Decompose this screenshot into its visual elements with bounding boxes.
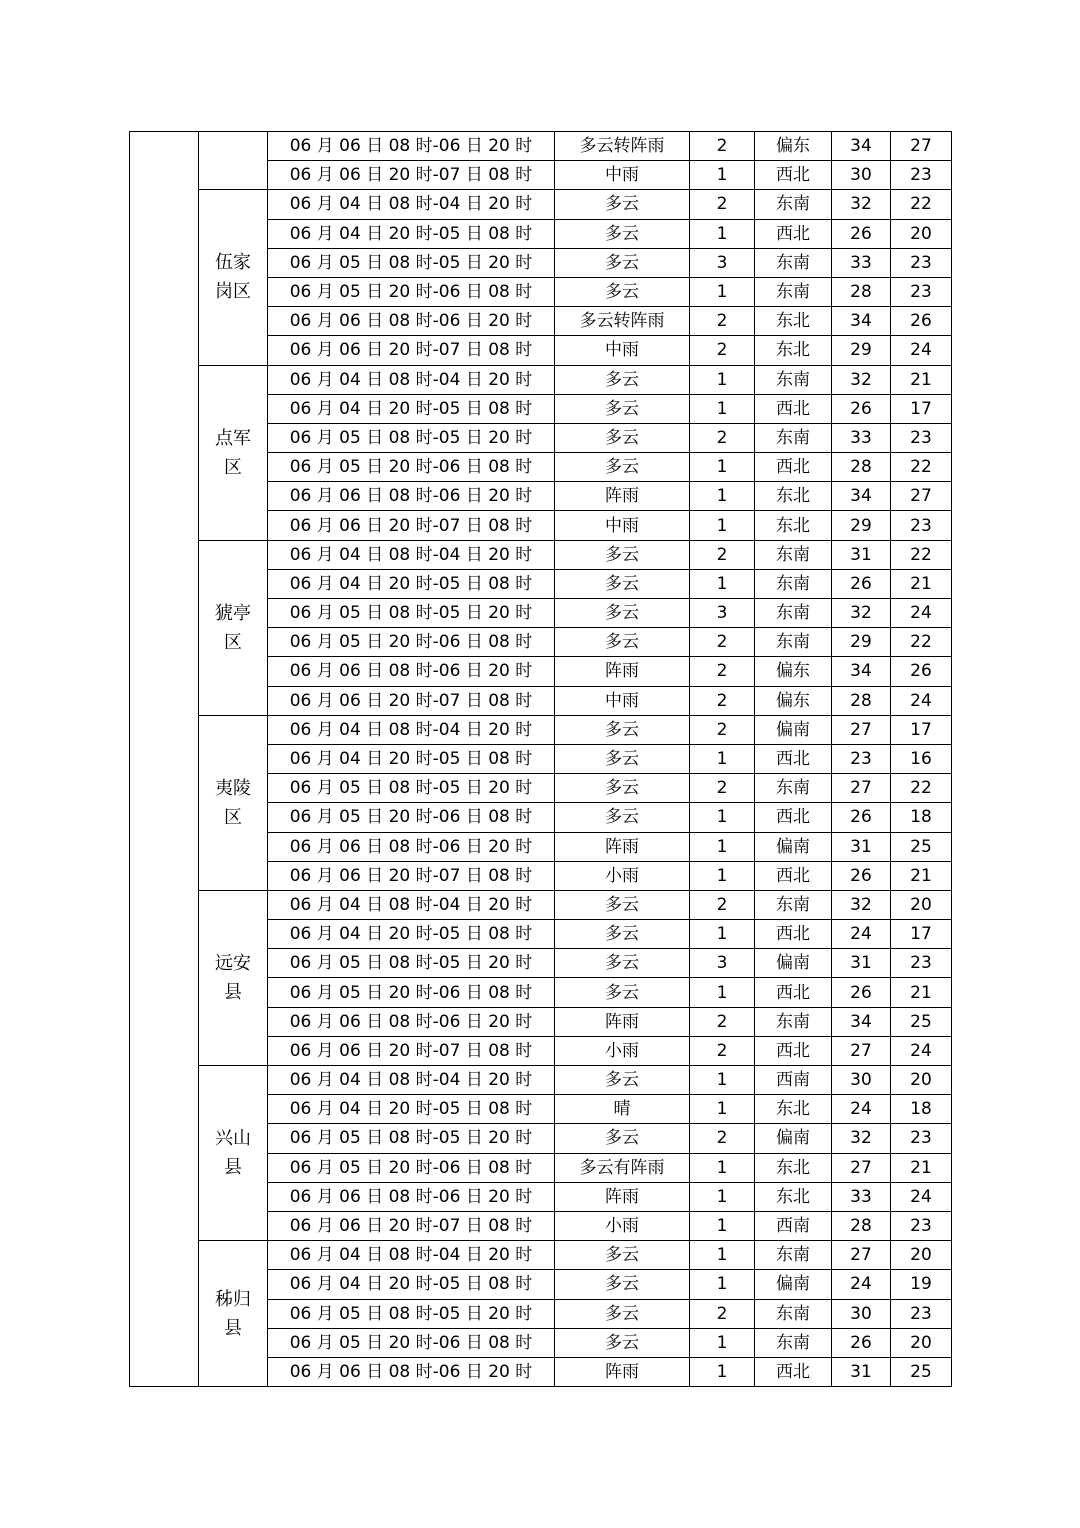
max-temp-cell: 26 <box>832 803 891 832</box>
wind-level-cell: 2 <box>690 1299 755 1328</box>
time-period-cell: 06 月 06 日 20 时-07 日 08 时 <box>268 1036 555 1065</box>
min-temp-cell: 21 <box>891 1153 952 1182</box>
weather-cell: 多云 <box>555 949 690 978</box>
weather-cell: 中雨 <box>555 161 690 190</box>
wind-level-cell: 2 <box>690 715 755 744</box>
weather-cell: 多云 <box>555 1241 690 1270</box>
wind-level-cell: 1 <box>690 832 755 861</box>
wind-level-cell: 1 <box>690 219 755 248</box>
district-cell <box>199 1241 268 1387</box>
wind-level-cell: 2 <box>690 336 755 365</box>
weather-cell: 多云 <box>555 715 690 744</box>
time-period-cell: 06 月 06 日 08 时-06 日 20 时 <box>268 657 555 686</box>
weather-cell: 多云 <box>555 1124 690 1153</box>
weather-cell: 多云 <box>555 453 690 482</box>
wind-direction-cell: 东南 <box>755 190 832 219</box>
wind-direction-cell: 偏南 <box>755 832 832 861</box>
min-temp-cell: 24 <box>891 1036 952 1065</box>
wind-level-cell: 1 <box>690 1241 755 1270</box>
time-period-cell: 06 月 05 日 08 时-05 日 20 时 <box>268 1124 555 1153</box>
time-period-cell: 06 月 06 日 08 时-06 日 20 时 <box>268 1182 555 1211</box>
max-temp-cell: 24 <box>832 920 891 949</box>
min-temp-cell: 21 <box>891 978 952 1007</box>
min-temp-cell: 22 <box>891 628 952 657</box>
wind-level-cell: 1 <box>690 1182 755 1211</box>
weather-cell: 多云 <box>555 599 690 628</box>
weather-cell: 多云 <box>555 1299 690 1328</box>
wind-level-cell: 2 <box>690 657 755 686</box>
min-temp-cell: 24 <box>891 686 952 715</box>
wind-level-cell: 1 <box>690 978 755 1007</box>
wind-direction-cell: 西北 <box>755 920 832 949</box>
max-temp-cell: 28 <box>832 453 891 482</box>
max-temp-cell: 32 <box>832 599 891 628</box>
time-period-cell: 06 月 04 日 08 时-04 日 20 时 <box>268 1241 555 1270</box>
min-temp-cell: 20 <box>891 1328 952 1357</box>
time-period-cell: 06 月 06 日 20 时-07 日 08 时 <box>268 1211 555 1240</box>
max-temp-cell: 32 <box>832 190 891 219</box>
district-name: 点军区 <box>215 427 251 478</box>
weather-cell: 多云有阵雨 <box>555 1153 690 1182</box>
time-period-cell: 06 月 06 日 20 时-07 日 08 时 <box>268 511 555 540</box>
wind-direction-cell: 西北 <box>755 161 832 190</box>
wind-direction-cell: 东南 <box>755 628 832 657</box>
time-period-cell: 06 月 06 日 20 时-07 日 08 时 <box>268 686 555 715</box>
max-temp-cell: 29 <box>832 628 891 657</box>
time-period-cell: 06 月 04 日 08 时-04 日 20 时 <box>268 540 555 569</box>
max-temp-cell: 32 <box>832 365 891 394</box>
max-temp-cell: 27 <box>832 1241 891 1270</box>
forecast-table-body <box>130 132 952 1387</box>
time-period-cell: 06 月 05 日 08 时-05 日 20 时 <box>268 1299 555 1328</box>
wind-direction-cell: 东北 <box>755 307 832 336</box>
max-temp-cell: 33 <box>832 248 891 277</box>
max-temp-cell: 26 <box>832 978 891 1007</box>
district-cell <box>199 890 268 1065</box>
weather-cell: 多云 <box>555 890 690 919</box>
wind-direction-cell: 东南 <box>755 423 832 452</box>
wind-level-cell: 1 <box>690 453 755 482</box>
weather-cell: 多云 <box>555 774 690 803</box>
time-period-cell: 06 月 04 日 20 时-05 日 08 时 <box>268 569 555 598</box>
wind-direction-cell: 西北 <box>755 219 832 248</box>
min-temp-cell: 25 <box>891 832 952 861</box>
wind-direction-cell: 西南 <box>755 1211 832 1240</box>
time-period-cell: 06 月 04 日 20 时-05 日 08 时 <box>268 394 555 423</box>
wind-direction-cell: 东北 <box>755 1182 832 1211</box>
table-row <box>130 365 952 394</box>
wind-level-cell: 2 <box>690 423 755 452</box>
weather-cell: 阵雨 <box>555 1007 690 1036</box>
max-temp-cell: 28 <box>832 277 891 306</box>
min-temp-cell: 17 <box>891 920 952 949</box>
weather-cell: 多云 <box>555 540 690 569</box>
wind-level-cell: 1 <box>690 511 755 540</box>
min-temp-cell: 24 <box>891 336 952 365</box>
wind-level-cell: 1 <box>690 1211 755 1240</box>
time-period-cell: 06 月 04 日 20 时-05 日 08 时 <box>268 1270 555 1299</box>
weather-cell: 中雨 <box>555 686 690 715</box>
time-period-cell: 06 月 05 日 20 时-06 日 08 时 <box>268 277 555 306</box>
wind-direction-cell: 东南 <box>755 1241 832 1270</box>
time-period-cell: 06 月 06 日 08 时-06 日 20 时 <box>268 132 555 161</box>
min-temp-cell: 26 <box>891 657 952 686</box>
time-period-cell: 06 月 05 日 20 时-06 日 08 时 <box>268 1328 555 1357</box>
max-temp-cell: 33 <box>832 423 891 452</box>
max-temp-cell: 26 <box>832 219 891 248</box>
time-period-cell: 06 月 04 日 20 时-05 日 08 时 <box>268 1095 555 1124</box>
wind-level-cell: 1 <box>690 569 755 598</box>
min-temp-cell: 27 <box>891 132 952 161</box>
max-temp-cell: 31 <box>832 540 891 569</box>
weather-cell: 小雨 <box>555 1211 690 1240</box>
wind-direction-cell: 东北 <box>755 511 832 540</box>
weather-cell: 小雨 <box>555 861 690 890</box>
wind-direction-cell: 东南 <box>755 890 832 919</box>
min-temp-cell: 16 <box>891 744 952 773</box>
district-name: 远安县 <box>215 952 251 1003</box>
min-temp-cell: 22 <box>891 453 952 482</box>
min-temp-cell: 22 <box>891 190 952 219</box>
wind-direction-cell: 西北 <box>755 394 832 423</box>
min-temp-cell: 24 <box>891 599 952 628</box>
weather-cell: 多云 <box>555 423 690 452</box>
weather-cell: 多云 <box>555 920 690 949</box>
wind-direction-cell: 东南 <box>755 599 832 628</box>
max-temp-cell: 29 <box>832 336 891 365</box>
time-period-cell: 06 月 04 日 08 时-04 日 20 时 <box>268 890 555 919</box>
max-temp-cell: 29 <box>832 511 891 540</box>
wind-direction-cell: 西北 <box>755 453 832 482</box>
weather-cell: 小雨 <box>555 1036 690 1065</box>
wind-level-cell: 1 <box>690 1066 755 1095</box>
min-temp-cell: 17 <box>891 715 952 744</box>
wind-direction-cell: 西北 <box>755 978 832 1007</box>
min-temp-cell: 27 <box>891 482 952 511</box>
wind-direction-cell: 偏东 <box>755 657 832 686</box>
time-period-cell: 06 月 06 日 08 时-06 日 20 时 <box>268 1007 555 1036</box>
weather-cell: 多云 <box>555 1270 690 1299</box>
wind-direction-cell: 偏东 <box>755 132 832 161</box>
wind-level-cell: 1 <box>690 161 755 190</box>
min-temp-cell: 19 <box>891 1270 952 1299</box>
min-temp-cell: 20 <box>891 1241 952 1270</box>
wind-level-cell: 1 <box>690 1095 755 1124</box>
weather-cell: 多云 <box>555 569 690 598</box>
district-cell <box>199 190 268 365</box>
wind-level-cell: 1 <box>690 482 755 511</box>
time-period-cell: 06 月 06 日 08 时-06 日 20 时 <box>268 307 555 336</box>
min-temp-cell: 25 <box>891 1007 952 1036</box>
time-period-cell: 06 月 04 日 20 时-05 日 08 时 <box>268 219 555 248</box>
max-temp-cell: 34 <box>832 132 891 161</box>
weather-cell: 多云 <box>555 219 690 248</box>
district-cell <box>199 540 268 715</box>
table-row <box>130 890 952 919</box>
wind-level-cell: 2 <box>690 686 755 715</box>
wind-level-cell: 1 <box>690 920 755 949</box>
wind-level-cell: 1 <box>690 1357 755 1386</box>
time-period-cell: 06 月 05 日 20 时-06 日 08 时 <box>268 978 555 1007</box>
city-cell <box>130 132 199 1387</box>
time-period-cell: 06 月 05 日 08 时-05 日 20 时 <box>268 599 555 628</box>
wind-level-cell: 1 <box>690 1153 755 1182</box>
time-period-cell: 06 月 06 日 08 时-06 日 20 时 <box>268 482 555 511</box>
min-temp-cell: 21 <box>891 861 952 890</box>
time-period-cell: 06 月 06 日 08 时-06 日 20 时 <box>268 832 555 861</box>
max-temp-cell: 27 <box>832 774 891 803</box>
weather-cell: 多云 <box>555 628 690 657</box>
time-period-cell: 06 月 05 日 08 时-05 日 20 时 <box>268 949 555 978</box>
wind-direction-cell: 偏南 <box>755 715 832 744</box>
max-temp-cell: 26 <box>832 1328 891 1357</box>
time-period-cell: 06 月 06 日 20 时-07 日 08 时 <box>268 161 555 190</box>
wind-direction-cell: 西北 <box>755 744 832 773</box>
min-temp-cell: 21 <box>891 365 952 394</box>
wind-direction-cell: 偏东 <box>755 686 832 715</box>
district-cell <box>199 365 268 540</box>
max-temp-cell: 27 <box>832 1153 891 1182</box>
district-cell <box>199 132 268 190</box>
wind-direction-cell: 东南 <box>755 365 832 394</box>
min-temp-cell: 18 <box>891 1095 952 1124</box>
time-period-cell: 06 月 05 日 08 时-05 日 20 时 <box>268 423 555 452</box>
weather-cell: 阵雨 <box>555 832 690 861</box>
min-temp-cell: 23 <box>891 949 952 978</box>
wind-direction-cell: 偏南 <box>755 949 832 978</box>
table-row <box>130 1066 952 1095</box>
wind-direction-cell: 偏南 <box>755 1124 832 1153</box>
wind-level-cell: 1 <box>690 1328 755 1357</box>
wind-level-cell: 2 <box>690 132 755 161</box>
weather-cell: 多云 <box>555 803 690 832</box>
min-temp-cell: 18 <box>891 803 952 832</box>
wind-level-cell: 2 <box>690 1007 755 1036</box>
wind-level-cell: 2 <box>690 774 755 803</box>
wind-direction-cell: 东南 <box>755 774 832 803</box>
district-name: 猇亭区 <box>215 602 251 653</box>
district-cell <box>199 715 268 890</box>
wind-direction-cell: 西北 <box>755 1357 832 1386</box>
min-temp-cell: 20 <box>891 890 952 919</box>
time-period-cell: 06 月 05 日 08 时-05 日 20 时 <box>268 774 555 803</box>
max-temp-cell: 30 <box>832 1299 891 1328</box>
wind-direction-cell: 东南 <box>755 277 832 306</box>
min-temp-cell: 23 <box>891 1299 952 1328</box>
max-temp-cell: 34 <box>832 482 891 511</box>
wind-direction-cell: 东北 <box>755 482 832 511</box>
forecast-table <box>129 131 952 1387</box>
time-period-cell: 06 月 05 日 20 时-06 日 08 时 <box>268 803 555 832</box>
wind-direction-cell: 东北 <box>755 1095 832 1124</box>
weather-cell: 阵雨 <box>555 1182 690 1211</box>
max-temp-cell: 30 <box>832 1066 891 1095</box>
min-temp-cell: 23 <box>891 1124 952 1153</box>
time-period-cell: 06 月 04 日 08 时-04 日 20 时 <box>268 365 555 394</box>
district-name: 伍家岗区 <box>215 252 251 303</box>
time-period-cell: 06 月 05 日 20 时-06 日 08 时 <box>268 628 555 657</box>
weather-cell: 晴 <box>555 1095 690 1124</box>
min-temp-cell: 20 <box>891 219 952 248</box>
wind-direction-cell: 西北 <box>755 803 832 832</box>
time-period-cell: 06 月 04 日 20 时-05 日 08 时 <box>268 920 555 949</box>
max-temp-cell: 26 <box>832 569 891 598</box>
max-temp-cell: 32 <box>832 890 891 919</box>
wind-level-cell: 3 <box>690 599 755 628</box>
wind-level-cell: 3 <box>690 248 755 277</box>
district-name: 秭归县 <box>215 1288 251 1339</box>
weather-cell: 阵雨 <box>555 1357 690 1386</box>
wind-level-cell: 1 <box>690 803 755 832</box>
time-period-cell: 06 月 04 日 20 时-05 日 08 时 <box>268 744 555 773</box>
max-temp-cell: 24 <box>832 1270 891 1299</box>
time-period-cell: 06 月 04 日 08 时-04 日 20 时 <box>268 715 555 744</box>
max-temp-cell: 27 <box>832 715 891 744</box>
wind-direction-cell: 西北 <box>755 1036 832 1065</box>
wind-level-cell: 2 <box>690 540 755 569</box>
max-temp-cell: 31 <box>832 832 891 861</box>
max-temp-cell: 34 <box>832 1007 891 1036</box>
min-temp-cell: 22 <box>891 774 952 803</box>
time-period-cell: 06 月 05 日 08 时-05 日 20 时 <box>268 248 555 277</box>
weather-cell: 阵雨 <box>555 657 690 686</box>
wind-direction-cell: 东南 <box>755 1007 832 1036</box>
max-temp-cell: 32 <box>832 1124 891 1153</box>
time-period-cell: 06 月 06 日 08 时-06 日 20 时 <box>268 1357 555 1386</box>
district-name: 兴山县 <box>215 1128 251 1179</box>
wind-direction-cell: 西南 <box>755 1066 832 1095</box>
max-temp-cell: 27 <box>832 1036 891 1065</box>
max-temp-cell: 30 <box>832 161 891 190</box>
weather-cell: 多云 <box>555 277 690 306</box>
min-temp-cell: 23 <box>891 277 952 306</box>
min-temp-cell: 23 <box>891 1211 952 1240</box>
min-temp-cell: 22 <box>891 540 952 569</box>
time-period-cell: 06 月 05 日 20 时-06 日 08 时 <box>268 1153 555 1182</box>
wind-direction-cell: 东北 <box>755 336 832 365</box>
weather-cell: 多云 <box>555 248 690 277</box>
min-temp-cell: 23 <box>891 511 952 540</box>
wind-level-cell: 1 <box>690 1270 755 1299</box>
wind-level-cell: 2 <box>690 1036 755 1065</box>
wind-level-cell: 1 <box>690 394 755 423</box>
min-temp-cell: 23 <box>891 423 952 452</box>
time-period-cell: 06 月 06 日 20 时-07 日 08 时 <box>268 861 555 890</box>
wind-level-cell: 2 <box>690 190 755 219</box>
wind-direction-cell: 东北 <box>755 1153 832 1182</box>
wind-level-cell: 1 <box>690 861 755 890</box>
wind-level-cell: 1 <box>690 277 755 306</box>
district-cell <box>199 1066 268 1241</box>
wind-level-cell: 3 <box>690 949 755 978</box>
min-temp-cell: 23 <box>891 161 952 190</box>
weather-cell: 阵雨 <box>555 482 690 511</box>
max-temp-cell: 34 <box>832 657 891 686</box>
wind-level-cell: 2 <box>690 890 755 919</box>
min-temp-cell: 26 <box>891 307 952 336</box>
wind-direction-cell: 东南 <box>755 1299 832 1328</box>
max-temp-cell: 24 <box>832 1095 891 1124</box>
wind-direction-cell: 东南 <box>755 540 832 569</box>
wind-level-cell: 1 <box>690 365 755 394</box>
table-row <box>130 1241 952 1270</box>
min-temp-cell: 23 <box>891 248 952 277</box>
max-temp-cell: 31 <box>832 1357 891 1386</box>
wind-level-cell: 1 <box>690 744 755 773</box>
min-temp-cell: 17 <box>891 394 952 423</box>
max-temp-cell: 34 <box>832 307 891 336</box>
time-period-cell: 06 月 05 日 20 时-06 日 08 时 <box>268 453 555 482</box>
weather-cell: 多云 <box>555 744 690 773</box>
time-period-cell: 06 月 04 日 08 时-04 日 20 时 <box>268 1066 555 1095</box>
district-name: 夷陵区 <box>215 777 251 828</box>
weather-cell: 多云 <box>555 978 690 1007</box>
max-temp-cell: 31 <box>832 949 891 978</box>
weather-cell: 多云 <box>555 1066 690 1095</box>
wind-direction-cell: 东南 <box>755 569 832 598</box>
table-row <box>130 540 952 569</box>
table-row <box>130 132 952 161</box>
min-temp-cell: 21 <box>891 569 952 598</box>
weather-cell: 多云转阵雨 <box>555 132 690 161</box>
min-temp-cell: 20 <box>891 1066 952 1095</box>
wind-level-cell: 2 <box>690 307 755 336</box>
time-period-cell: 06 月 06 日 20 时-07 日 08 时 <box>268 336 555 365</box>
wind-direction-cell: 东南 <box>755 1328 832 1357</box>
weather-cell: 多云 <box>555 394 690 423</box>
weather-cell: 多云 <box>555 365 690 394</box>
max-temp-cell: 23 <box>832 744 891 773</box>
table-row <box>130 190 952 219</box>
min-temp-cell: 24 <box>891 1182 952 1211</box>
max-temp-cell: 33 <box>832 1182 891 1211</box>
table-row <box>130 715 952 744</box>
max-temp-cell: 28 <box>832 1211 891 1240</box>
wind-direction-cell: 东南 <box>755 248 832 277</box>
weather-cell: 多云转阵雨 <box>555 307 690 336</box>
weather-cell: 中雨 <box>555 511 690 540</box>
max-temp-cell: 26 <box>832 394 891 423</box>
wind-level-cell: 2 <box>690 1124 755 1153</box>
max-temp-cell: 26 <box>832 861 891 890</box>
min-temp-cell: 25 <box>891 1357 952 1386</box>
time-period-cell: 06 月 04 日 08 时-04 日 20 时 <box>268 190 555 219</box>
weather-cell: 多云 <box>555 1328 690 1357</box>
weather-cell: 中雨 <box>555 336 690 365</box>
wind-direction-cell: 偏南 <box>755 1270 832 1299</box>
wind-direction-cell: 西北 <box>755 861 832 890</box>
wind-level-cell: 2 <box>690 628 755 657</box>
weather-cell: 多云 <box>555 190 690 219</box>
max-temp-cell: 28 <box>832 686 891 715</box>
